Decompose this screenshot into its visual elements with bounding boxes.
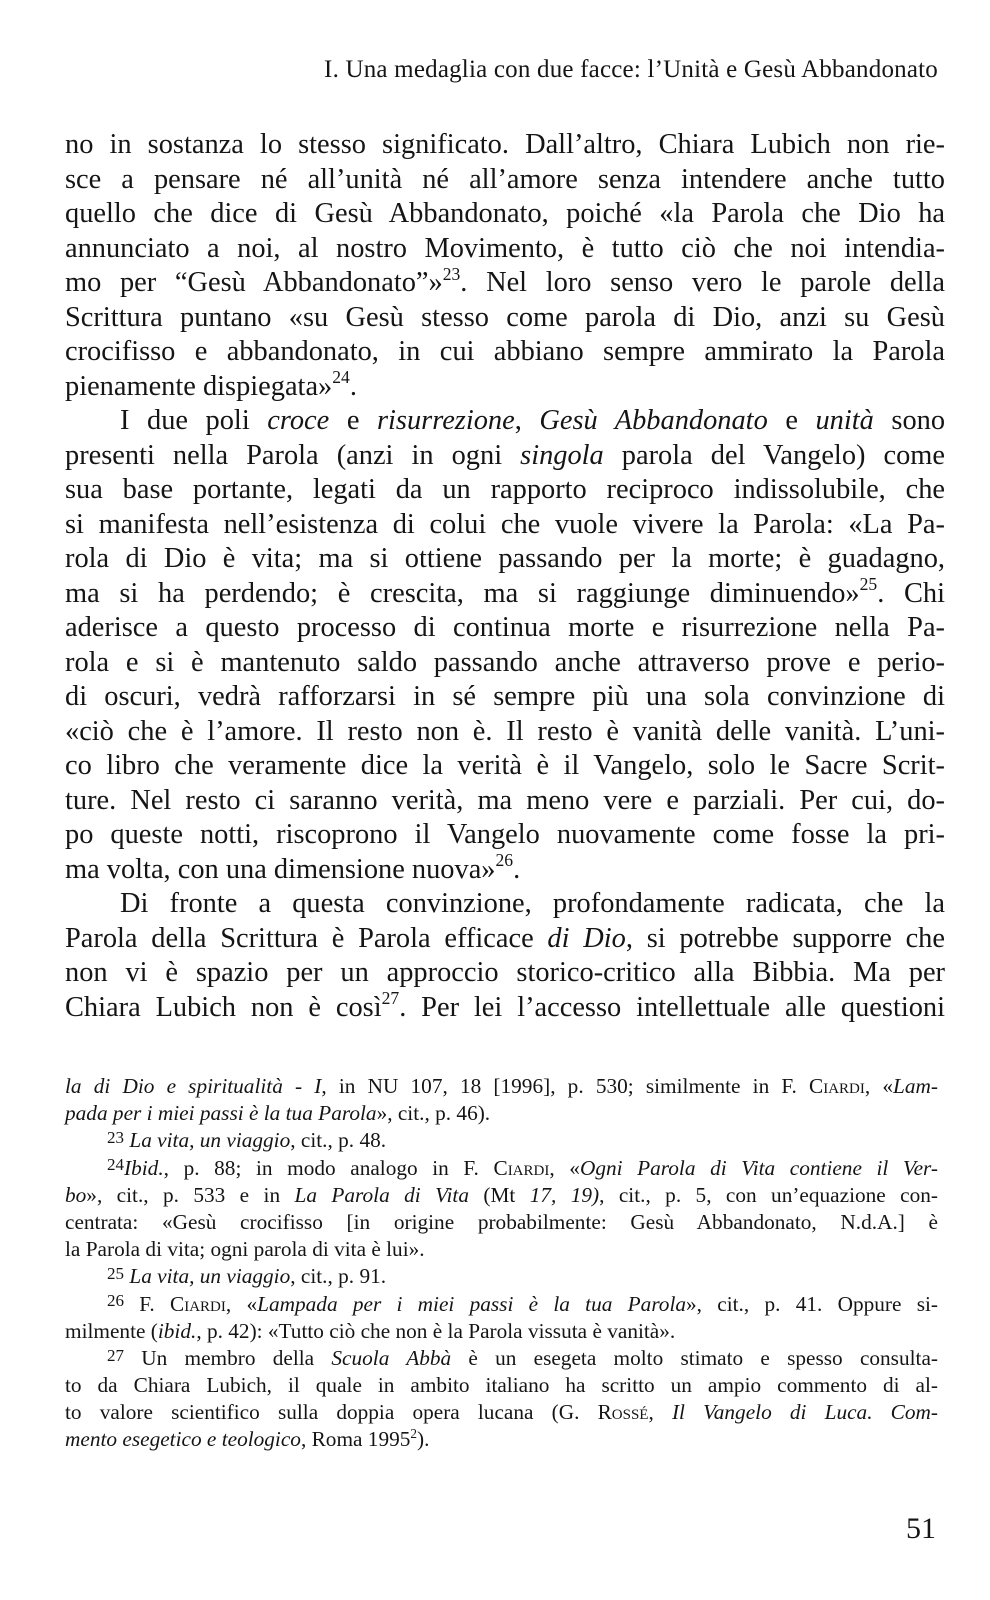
text-run: ). bbox=[417, 1427, 430, 1452]
italic-run: croce bbox=[267, 405, 330, 436]
text-run: . Nel loro senso vero le parole della bbox=[460, 267, 945, 298]
text-run: milmente ( bbox=[65, 1318, 158, 1343]
text-run: , « bbox=[225, 1291, 258, 1316]
text-run: Parola della Scrittura è Parola efficace bbox=[65, 922, 548, 954]
text-run: , bbox=[514, 405, 540, 436]
footnote-26 bbox=[65, 1291, 938, 1318]
footnote-number: 24 bbox=[107, 1155, 125, 1175]
footnote-ref-27: 27 bbox=[381, 988, 400, 1009]
text-run: , cit., p. 48. bbox=[290, 1128, 387, 1153]
text-run: , cit., p. 5, con un’equazione con- bbox=[599, 1182, 938, 1207]
text-run: . Chi bbox=[877, 577, 946, 609]
italic-run: la di Dio e spiritualità - I bbox=[65, 1074, 322, 1098]
footnote-24 bbox=[65, 1155, 938, 1182]
text-run: ma si ha perdendo; è crescita, ma si raggiunge diminuendo» bbox=[65, 577, 860, 609]
text-line: po queste notti, riscoprono il Vangelo nuovamente come fosse la pri- bbox=[65, 819, 945, 850]
text-line: rola di Dio è vita; ma si ottiene passando per la morte; è guadagno, bbox=[65, 543, 945, 574]
text-run: presenti nella Parola (anzi in ogni bbox=[65, 439, 521, 471]
text-line bbox=[65, 404, 945, 439]
text-run: , bbox=[648, 1400, 672, 1425]
footnote-25 bbox=[65, 1263, 938, 1290]
footnote-line bbox=[65, 1073, 938, 1100]
text-line: rola e si è mantenuto saldo passando anche attraverso prove e perio- bbox=[65, 646, 945, 678]
footnote-line: centrata: «Gesù crocifisso [in origine probabilmente: Gesù Abbandonato, N.d.A.] è bbox=[65, 1209, 938, 1234]
italic-run: Scuola Abbà bbox=[331, 1345, 452, 1370]
footnote-ref-25: 25 bbox=[859, 574, 878, 595]
text-run: , in NU 107, 18 [1996], p. 530; similmente in F. bbox=[321, 1074, 810, 1098]
footnote-27 bbox=[65, 1345, 938, 1372]
text-line bbox=[65, 574, 946, 612]
text-run: Chiara Lubich non è così bbox=[65, 991, 382, 1023]
italic-run: di Dio bbox=[547, 922, 626, 954]
text-line: quello che dice di Gesù Abbandonato, poiché «la Parola che Dio ha bbox=[65, 198, 945, 229]
text-run: . Per lei l’accesso intellettuale alle questioni bbox=[399, 991, 945, 1023]
footnote-ref-26: 26 bbox=[495, 850, 514, 871]
italic-run: pada per i miei passi è la tua Parola bbox=[65, 1101, 377, 1126]
italic-run: 17, 19) bbox=[529, 1182, 600, 1207]
text-line bbox=[65, 439, 945, 474]
text-line: sce a pensare né all’unità né all’amore senza intendere anche tutto bbox=[65, 163, 945, 195]
text-line: sua base portante, legati da un rapporto reciproco indissolubile, che bbox=[65, 474, 945, 505]
text-run: . bbox=[349, 370, 357, 402]
italic-run: risurrezione bbox=[376, 405, 515, 436]
footnote-line bbox=[65, 1399, 938, 1426]
text-run: . bbox=[513, 853, 521, 885]
footnotes bbox=[65, 1073, 938, 1454]
italic-run: Ibid. bbox=[124, 1155, 164, 1180]
author-name: Ciardi bbox=[493, 1155, 550, 1180]
italic-run: unità bbox=[815, 405, 874, 436]
text-line: crocifisso e abbandonato, in cui abbiano sempre ammirato la Parola bbox=[65, 336, 945, 367]
author-name: Ciardi bbox=[170, 1291, 226, 1316]
text-line: aderisce a questo processo di continua morte e risurrezione nella Pa- bbox=[65, 612, 945, 643]
text-run: sono bbox=[873, 405, 946, 436]
footnote-ref-23: 23 bbox=[442, 263, 461, 284]
italic-run: La vita, un viaggio bbox=[129, 1128, 291, 1153]
italic-run: singola bbox=[520, 439, 604, 471]
text-run: , p. 88; in modo analogo in F. bbox=[163, 1155, 494, 1180]
text-run: I due poli bbox=[120, 405, 268, 436]
text-run: ma volta, con una dimensione nuova» bbox=[65, 853, 496, 885]
italic-run: Lampada per i miei passi è la tua Parola bbox=[257, 1291, 687, 1316]
text-run: mo per “Gesù Abbandonato”» bbox=[65, 267, 443, 298]
text-run: , p. 42): «Tutto ciò che non è la Parola vissuta è vanità». bbox=[196, 1318, 676, 1343]
footnote-line: to da Chiara Lubich, il quale in ambito italiano ha scritto un ampio commento di al- bbox=[65, 1373, 938, 1398]
text-line: «ciò che è l’amore. Il resto non è. Il resto è vanità delle vanità. L’uni- bbox=[65, 715, 945, 747]
italic-run: Ogni Parola di Vita contiene il Ver- bbox=[579, 1155, 938, 1180]
text-line: Scrittura puntano «su Gesù stesso come parola di Dio, anzi su Gesù bbox=[65, 301, 945, 333]
text-run: , « bbox=[864, 1074, 894, 1098]
text-line bbox=[65, 263, 945, 301]
text-line: non vi è spazio per un approccio storico-critico alla Bibbia. Ma per bbox=[65, 957, 945, 988]
running-head: I. Una medaglia con due facce: l’Unità e Gesù Abbandonato bbox=[324, 56, 938, 83]
footnote-line bbox=[65, 1100, 938, 1127]
text-run: , si potrebbe supporre che bbox=[625, 922, 945, 954]
text-line bbox=[65, 922, 945, 957]
text-line bbox=[65, 850, 945, 888]
text-run: è un esegeta molto stimato e spesso consulta- bbox=[451, 1345, 939, 1370]
text-line: Di fronte a questa convinzione, profondamente radicata, che la bbox=[120, 888, 945, 919]
text-run: pienamente dispiegata» bbox=[65, 370, 333, 402]
italic-run: Gesù Abbandonato bbox=[539, 405, 768, 436]
footnote-number: 26 bbox=[107, 1291, 125, 1311]
text-line: annunciato a noi, al nostro Movimento, è tutto ciò che noi intendia- bbox=[65, 232, 945, 264]
text-run: parola del Vangelo) come bbox=[603, 439, 945, 471]
footnote-number: 25 bbox=[107, 1264, 125, 1284]
text-line: no in sostanza lo stesso significato. Dall’altro, Chiara Lubich non rie- bbox=[65, 129, 945, 160]
text-run: », cit., p. 46). bbox=[376, 1101, 491, 1126]
text-run: , « bbox=[549, 1155, 580, 1180]
italic-run: Il Vangelo di Luca. Com- bbox=[671, 1400, 939, 1425]
text-line bbox=[65, 988, 945, 1026]
text-run: , Roma 1995 bbox=[300, 1427, 411, 1452]
text-run: », cit., p. 41. Oppure si- bbox=[686, 1291, 938, 1316]
italic-run: ibid. bbox=[157, 1318, 197, 1343]
footnote-line bbox=[65, 1426, 938, 1453]
edition-superscript: 2 bbox=[410, 1425, 417, 1441]
footnote-line: la Parola di vita; ogni parola di vita è lui». bbox=[65, 1237, 425, 1262]
text-line: co libro che veramente dice la verità è il Vangelo, solo le Sacre Scrit- bbox=[65, 750, 945, 781]
text-line: ture. Nel resto ci saranno verità, ma meno vere e parziali. Per cui, do- bbox=[65, 784, 945, 816]
main-text bbox=[65, 128, 945, 1025]
italic-run: mento esegetico e teologico bbox=[65, 1427, 301, 1452]
text-run: to valore scientifico sulla doppia opera lucana (G. bbox=[65, 1400, 598, 1425]
footnote-number: 27 bbox=[107, 1345, 125, 1365]
author-name: Rossé bbox=[597, 1400, 649, 1425]
text-run: , cit., p. 91. bbox=[290, 1264, 387, 1289]
page-number: 51 bbox=[906, 1512, 936, 1545]
text-run: F. bbox=[139, 1291, 171, 1316]
italic-run: Lam- bbox=[893, 1074, 938, 1098]
text-run: (Mt bbox=[469, 1182, 530, 1207]
footnote-number: 23 bbox=[107, 1128, 125, 1148]
italic-run: bo bbox=[65, 1182, 87, 1207]
text-line: si manifesta nell’esistenza di colui che vuole vivere la Parola: «La Pa- bbox=[65, 508, 945, 540]
footnote-23 bbox=[65, 1127, 938, 1154]
text-line bbox=[65, 367, 945, 405]
text-run: e bbox=[329, 405, 377, 436]
text-run: », cit., p. 533 e in bbox=[86, 1182, 295, 1207]
italic-run: La Parola di Vita bbox=[294, 1182, 469, 1207]
text-run: e bbox=[767, 405, 816, 436]
footnote-ref-24: 24 bbox=[332, 367, 350, 388]
italic-run: La vita, un viaggio bbox=[129, 1264, 291, 1289]
text-run: Un membro della bbox=[141, 1345, 332, 1370]
author-name: Ciardi bbox=[809, 1074, 865, 1098]
text-line: di oscuri, vedrà rafforzarsi in sé sempre più una sola convinzione di bbox=[65, 681, 945, 712]
footnote-line bbox=[65, 1318, 938, 1345]
footnote-line bbox=[65, 1182, 938, 1209]
